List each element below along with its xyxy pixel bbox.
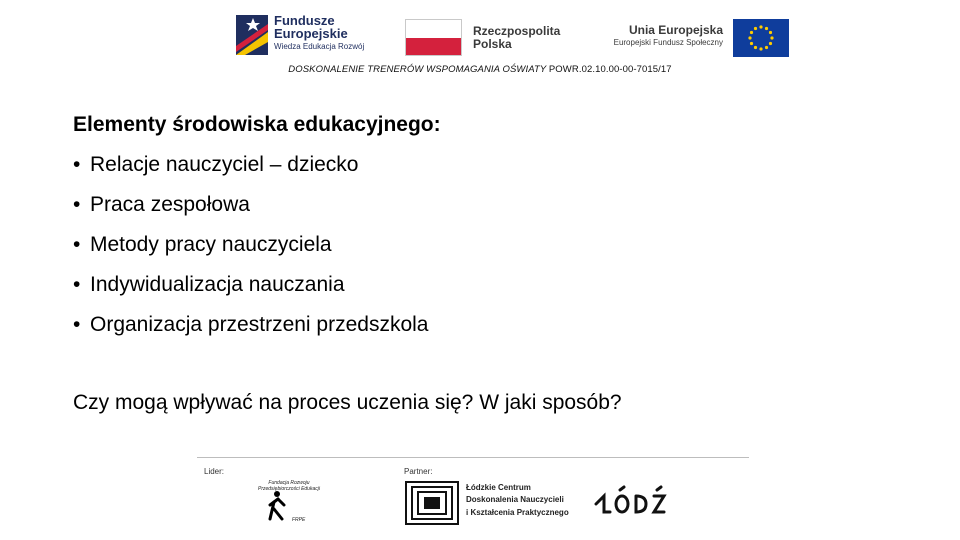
eu-flag-icon <box>733 19 789 57</box>
project-title: DOSKONALENIE TRENERÓW WSPOMAGANIA OŚWIATY <box>288 64 547 75</box>
poland-flag-icon <box>405 19 462 56</box>
slide-content <box>73 105 441 345</box>
bullet-list <box>73 145 441 345</box>
partner-label: Partner: <box>404 467 433 476</box>
discussion-question: Czy mogą wpływać na proces uczenia się? W jaki sposób? <box>73 391 622 414</box>
bullet-text: Organizacja przestrzeni przedszkola <box>90 313 429 336</box>
lcdnikp-text <box>466 482 569 519</box>
frpe-logo-top-text: Fundacja Rozwoju Przedsiębiorczości Edukacji <box>258 480 320 492</box>
bullet-text: Praca zespołowa <box>90 193 250 216</box>
lodz-city-logo <box>590 484 670 520</box>
bullet-item <box>73 185 441 225</box>
bullet-item <box>73 225 441 265</box>
ue-line-1: Unia Europejska <box>628 23 723 37</box>
bullet-dot: • <box>73 153 81 176</box>
lcdnikp-line-3: i Kształcenia Praktycznego <box>466 507 569 517</box>
lcdnikp-line-1: Łódzkie Centrum <box>466 483 531 492</box>
slide-heading: Elementy środowiska edukacyjnego: <box>73 113 441 136</box>
bullet-item <box>73 265 441 305</box>
fe-line-3: Wiedza Edukacja Rozwój <box>274 42 365 51</box>
lcdnikp-logo <box>404 480 460 526</box>
lcdnikp-line-2: Doskonalenia Nauczycieli <box>466 495 564 505</box>
rzeczpospolita-polska-text <box>473 25 560 50</box>
header-logos <box>0 0 960 80</box>
bullet-text: Indywidualizacja nauczania <box>90 273 345 296</box>
bullet-item <box>73 305 441 345</box>
bullet-item <box>73 145 441 185</box>
rp-line-2: Polska <box>473 36 512 51</box>
ue-line-2: Europejski Fundusz Społeczny <box>613 38 723 48</box>
project-code: POWR.02.10.00-00-7015/17 <box>548 64 672 75</box>
bullet-dot: • <box>73 313 81 336</box>
fe-line-1: Fundusze <box>274 13 335 28</box>
bullet-dot: • <box>73 193 81 216</box>
bullet-text: Metody pracy nauczyciela <box>90 233 332 256</box>
bullet-dot: • <box>73 233 81 256</box>
frpe-logo-bottom-text: FRPE <box>292 517 306 523</box>
bullet-text: Relacje nauczyciel – dziecko <box>90 153 359 176</box>
rp-line-1: Rzeczpospolita <box>473 24 561 38</box>
bullet-dot: • <box>73 273 81 296</box>
fundusze-europejskie-text <box>274 14 364 51</box>
unia-europejska-text <box>601 24 723 48</box>
lider-label: Lider: <box>204 467 225 476</box>
fe-line-2: Europejskie <box>274 26 348 41</box>
footer-divider <box>197 457 749 458</box>
project-title-line <box>0 64 960 75</box>
